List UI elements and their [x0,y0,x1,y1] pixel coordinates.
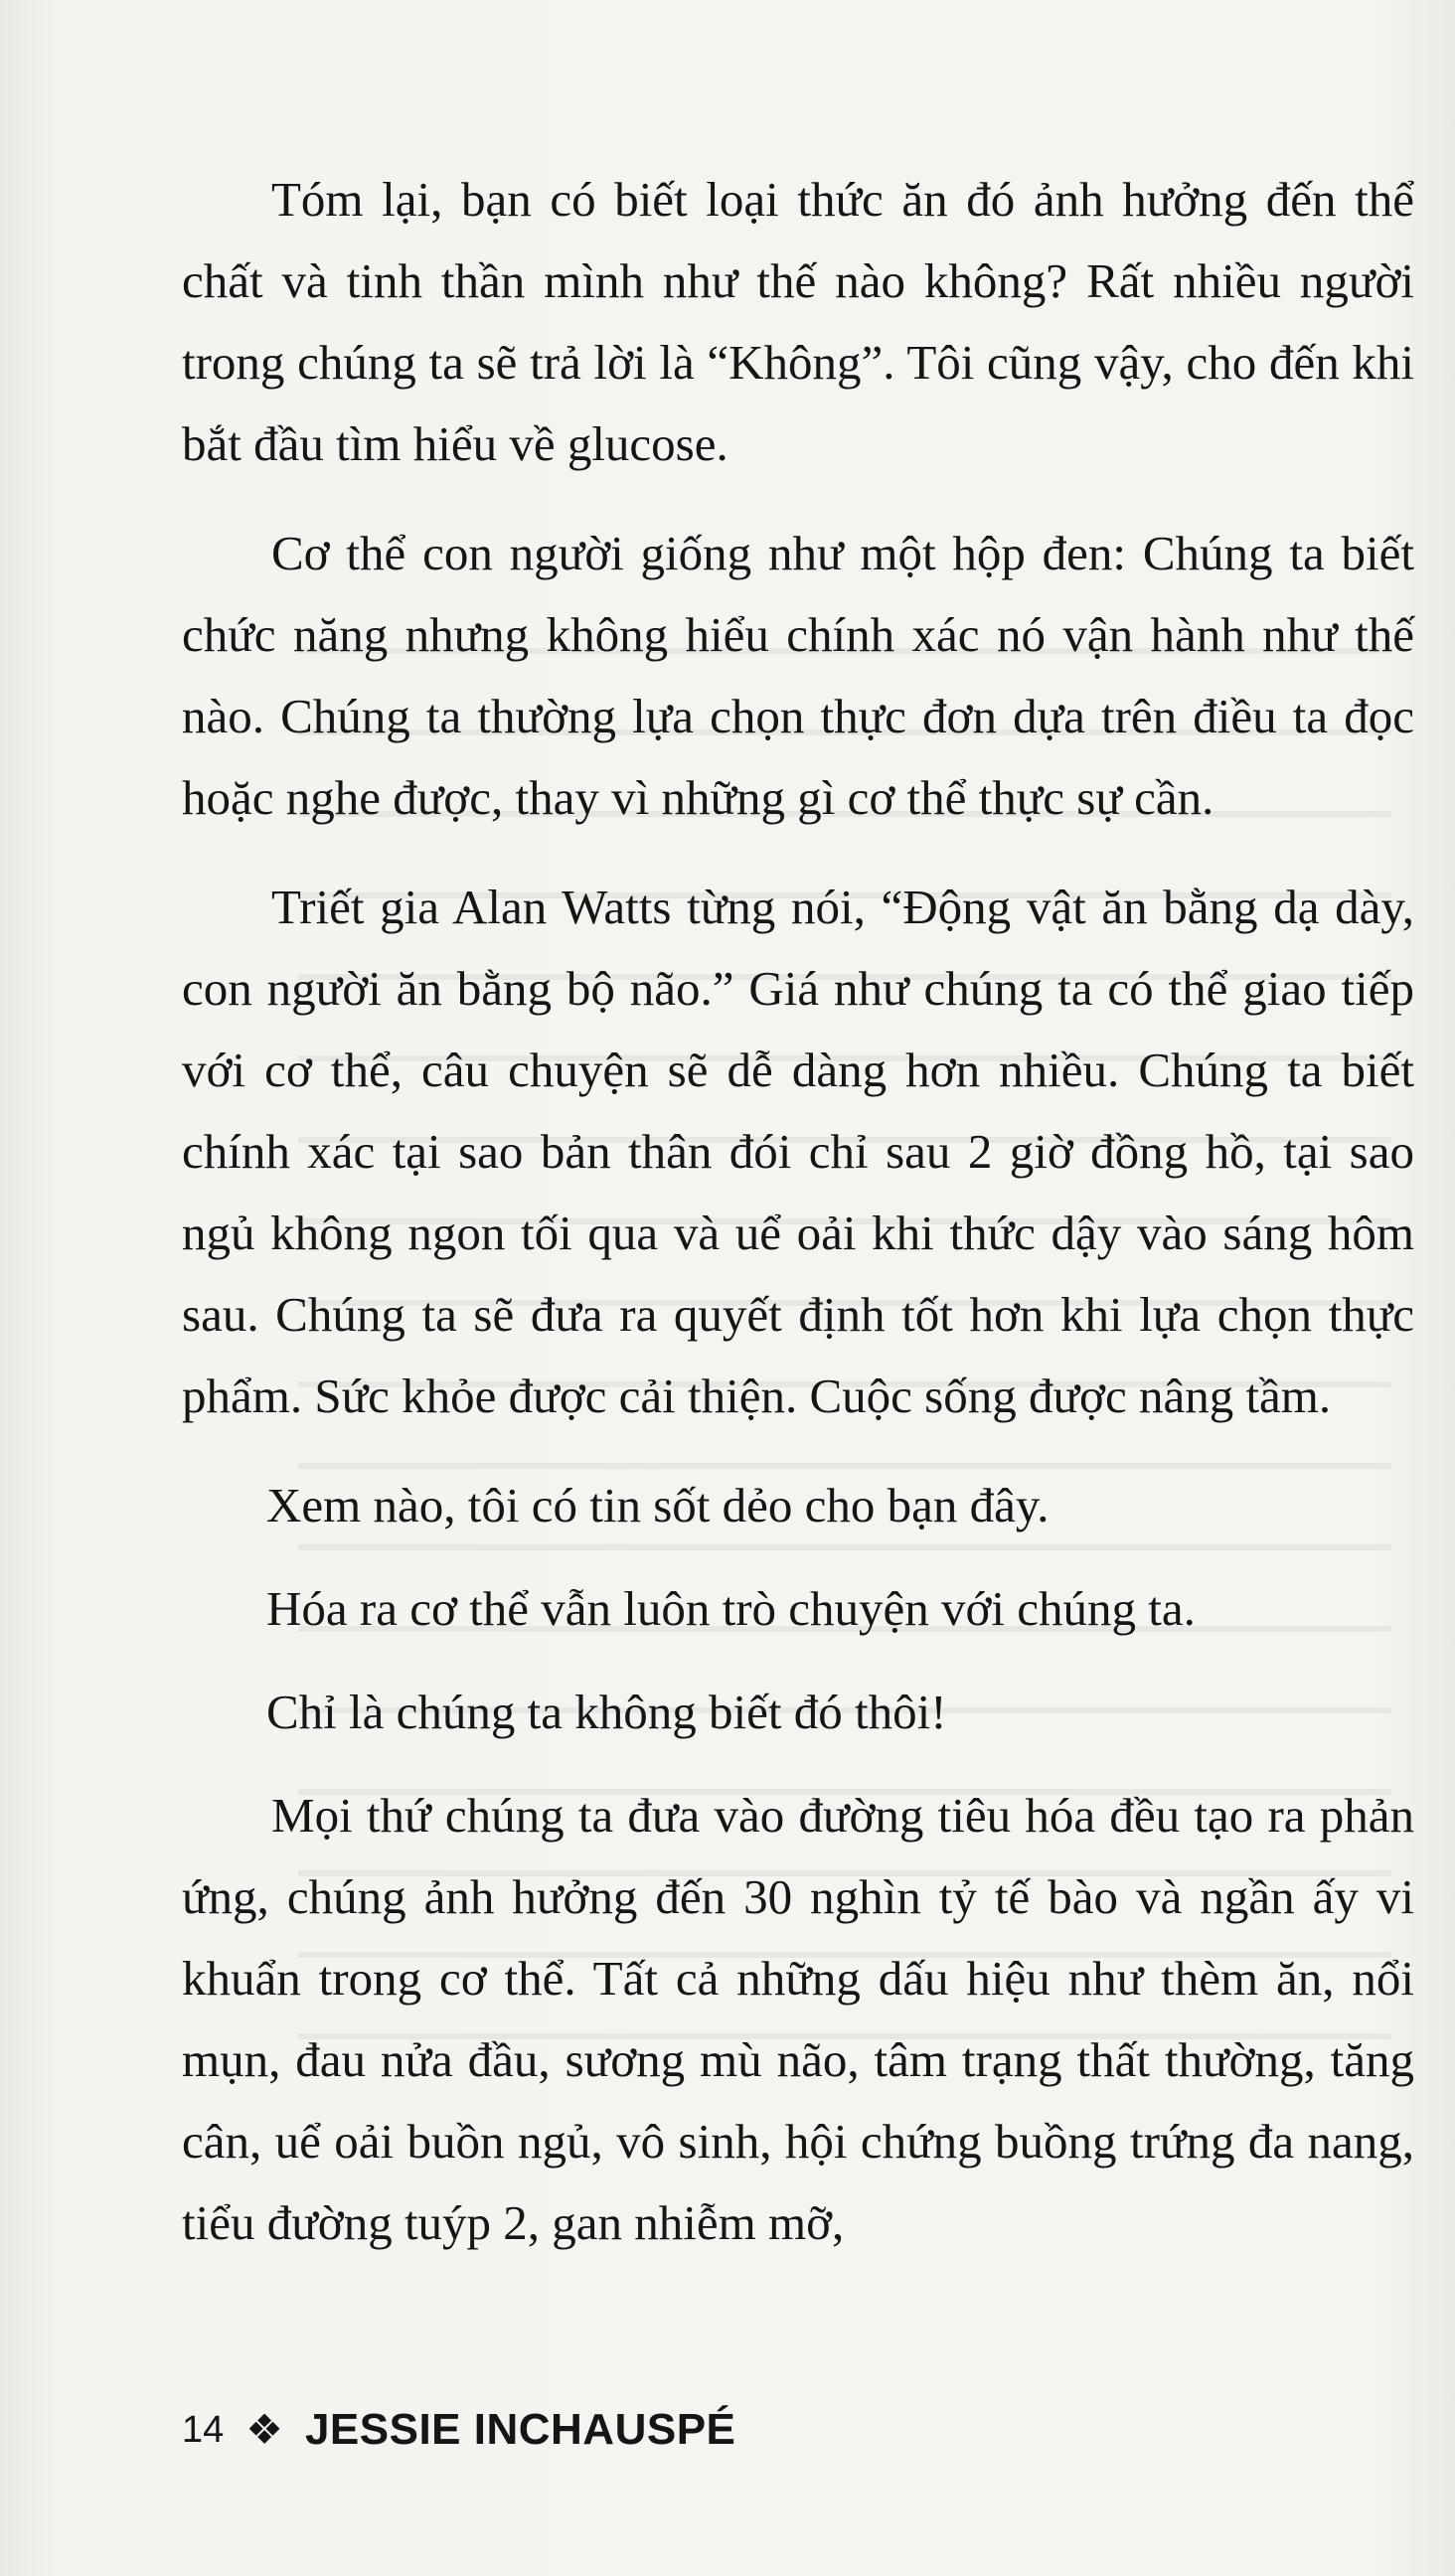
paragraph-2: Cơ thể con người giống như một hộp đen: Chúng ta biết chức năng nhưng không hiểu chính xác nó vận hành như thế nào. Chúng ta thường lựa chọn thực đơn dựa trên điều ta đọc hoặc nghe được, thay vì những gì cơ thể thực sự cần. [182,526,1414,825]
paragraph-6: Chỉ là chúng ta không biết đó thôi! [266,1685,947,1739]
page-footer [182,2395,735,2465]
paragraph-5: Hóa ra cơ thể vẫn luôn trò chuyện với chúng ta. [266,1581,1196,1636]
page-number: 14 [182,2408,225,2451]
paragraph-4: Xem nào, tôi có tin sốt dẻo cho bạn đây. [266,1478,1050,1532]
ornament-icon: ❖ [245,2406,283,2453]
paragraph-3: Triết gia Alan Watts từng nói, “Động vật ăn bằng dạ dày, con người ăn bằng bộ não.” Giá như chúng ta có thể giao tiếp với cơ thể, câu chuyện sẽ dễ dàng hơn nhiều. Chúng ta biết chính xác tại sao bản thân đói chỉ sau 2 giờ đồng hồ, tại sao ngủ không ngon tối qua và uể oải khi thức dậy vào sáng hôm sau. Chúng ta sẽ đưa ra quyết định tốt hơn khi lựa chọn thực phẩm. Sức khỏe được cải thiện. Cuộc sống được nâng tầm. [182,880,1414,1423]
paragraph-7: Mọi thứ chúng ta đưa vào đường tiêu hóa đều tạo ra phản ứng, chúng ảnh hưởng đến 30 nghìn tỷ tế bào và ngần ấy vi khuẩn trong cơ thể. Tất cả những dấu hiệu như thèm ăn, nổi mụn, đau nửa đầu, sương mù não, tâm trạng thất thường, tăng cân, uể oải buồn ngủ, vô sinh, hội chứng buồng trứng đa nang, tiểu đường tuýp 2, gan nhiễm mỡ, [182,1788,1414,2250]
body-text [182,159,1414,2292]
author-name: JESSIE INCHAUSPÉ [304,2405,736,2454]
paragraph-1: Tóm lại, bạn có biết loại thức ăn đó ảnh hưởng đến thể chất và tinh thần mình như thế nào không? Rất nhiều người trong chúng ta sẽ trả lời là “Không”. Tôi cũng vậy, cho đến khi bắt đầu tìm hiểu về glucose. [182,172,1414,471]
